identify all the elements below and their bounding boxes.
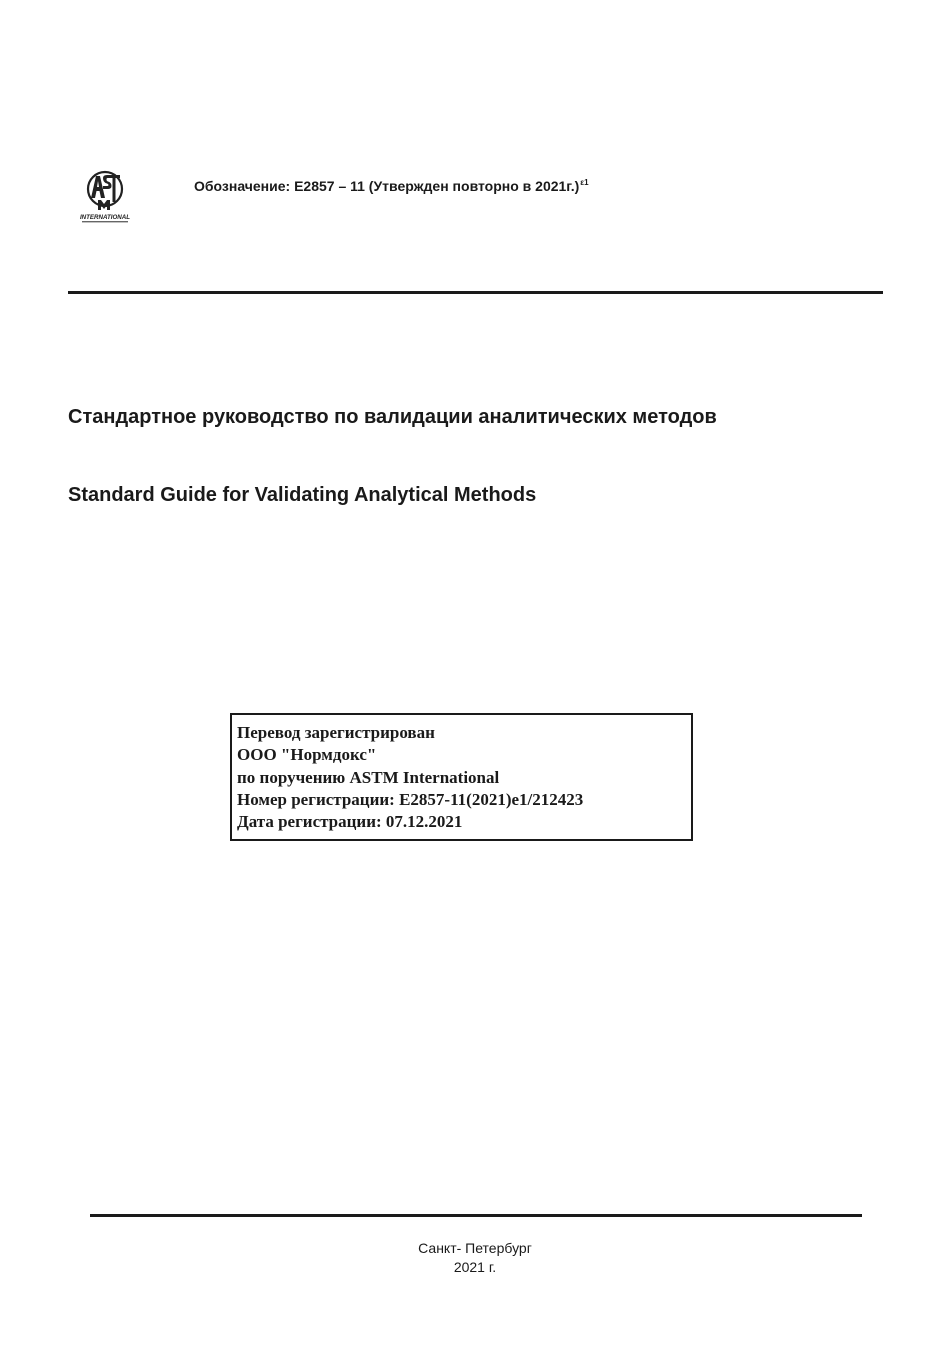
registration-box xyxy=(230,713,693,841)
registration-line: Перевод зарегистрирован xyxy=(237,723,435,742)
registration-line: по поручению ASTM International xyxy=(237,767,500,787)
footer-year: 2021 г. xyxy=(453,1259,497,1275)
document-designation xyxy=(194,178,589,194)
header-divider xyxy=(68,291,883,294)
footer-city: Санкт- Петербург xyxy=(418,1240,532,1256)
astm-logo xyxy=(78,164,132,224)
title-english: Standard Guide for Validating Analytical Methods xyxy=(68,484,537,506)
registration-line: ООО "Нормдокс" xyxy=(237,745,377,765)
footer-divider xyxy=(90,1214,862,1217)
registration-line: Номер регистрации: E2857-11(2021)e1/212423 xyxy=(237,789,584,809)
designation-text: Обозначение: E2857 – 11 (Утвержден повторно в 2021г.) xyxy=(194,178,580,194)
designation-superscript: ε1 xyxy=(580,178,589,187)
title-russian: Стандартное руководство по валидации аналитических методов xyxy=(68,406,717,428)
logo-subtext: INTERNATIONAL xyxy=(79,214,131,221)
registration-line: Дата регистрации: 07.12.2021 xyxy=(237,812,463,832)
